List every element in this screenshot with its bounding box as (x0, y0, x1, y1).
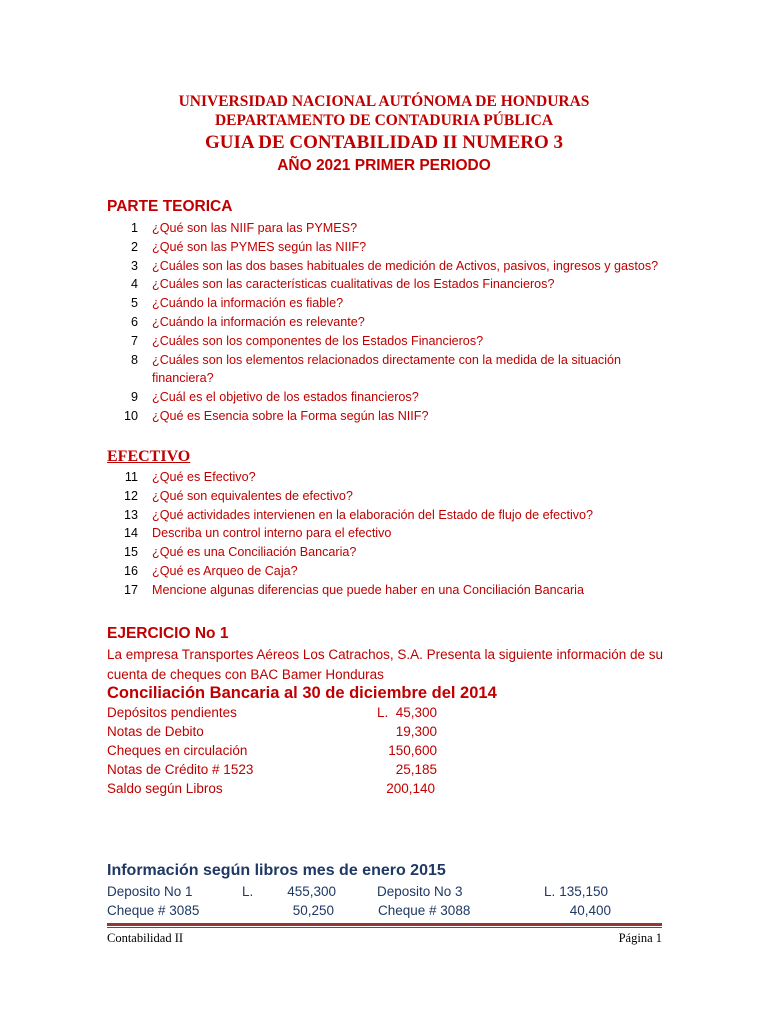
question-number: 12 (123, 488, 138, 503)
list-item (107, 407, 667, 426)
list-item (107, 388, 667, 407)
footer-rule (107, 923, 662, 926)
row-amount: 455,300 (287, 884, 336, 899)
list-item (107, 524, 667, 543)
question-number: 1 (130, 221, 138, 235)
question-text: ¿Cuáles son las dos bases habituales de medición de Activos, pasivos, ingresos y gastos? (152, 258, 659, 273)
conciliacion-row (107, 762, 447, 781)
question-text: ¿Qué son las PYMES según las NIIF? (152, 239, 367, 254)
list-item (107, 468, 667, 487)
conciliacion-row (107, 781, 445, 800)
period-title: AÑO 2021 PRIMER PERIODO (277, 157, 491, 174)
list-item (107, 506, 667, 525)
row-label: Notas de Debito (107, 724, 204, 739)
list-item (107, 257, 667, 276)
list-item (107, 219, 667, 238)
list-item (107, 487, 667, 506)
question-number: 2 (130, 239, 138, 254)
question-number: 9 (130, 390, 138, 405)
question-number: 14 (123, 526, 138, 541)
question-text: ¿Cuáles son los elementos relacionados directamente con la medida de la situación financiera? (152, 352, 622, 386)
list-item (107, 332, 667, 351)
informacion-row (107, 884, 627, 903)
list-item (107, 294, 667, 313)
list-item (107, 313, 667, 332)
conciliacion-title: Conciliación Bancaria al 30 de diciembre del 2014 (107, 684, 497, 702)
row-label: Saldo según Libros (107, 781, 223, 796)
question-text: ¿Qué son equivalentes de efectivo? (152, 488, 353, 503)
question-number: 13 (123, 507, 138, 522)
list-item (107, 581, 667, 600)
question-number: 16 (123, 563, 138, 578)
question-number: 6 (130, 314, 138, 329)
question-number: 3 (130, 258, 138, 273)
question-text: Describa un control interno para el efectivo (152, 526, 392, 541)
list-item (107, 275, 667, 294)
row-label: Cheque # 3088 (378, 903, 471, 918)
row-amount: 150,600 (388, 743, 437, 758)
footer-left: Contabilidad II (107, 931, 184, 945)
question-text: ¿Cuáles son los componentes de los Estados Financieros? (152, 333, 484, 348)
footer-rule-thin (107, 927, 662, 928)
list-item (107, 351, 667, 389)
row-currency: L. (544, 884, 556, 899)
question-text: ¿Qué es Efectivo? (152, 470, 256, 484)
list-item (107, 543, 667, 562)
question-number: 4 (130, 277, 138, 292)
parte-teorica-title: PARTE TEORICA (107, 198, 233, 215)
question-text: ¿Cuáles son las características cualitativas de los Estados Financieros? (152, 277, 555, 292)
informacion-row (107, 903, 627, 922)
row-amount: 50,250 (292, 903, 334, 918)
row-label: Notas de Crédito # 1523 (107, 762, 254, 777)
row-label: Depósitos pendientes (107, 705, 237, 720)
question-number: 7 (130, 333, 138, 348)
row-amount: 40,400 (569, 903, 611, 918)
question-text: Mencione algunas diferencias que puede haber en una Conciliación Bancaria (152, 582, 584, 597)
informacion-title: Información según libros mes de enero 2015 (107, 862, 446, 879)
question-text: ¿Qué es una Conciliación Bancaria? (152, 545, 357, 560)
question-number: 17 (123, 582, 138, 597)
row-amount: 25,185 (395, 762, 437, 777)
question-number: 5 (130, 296, 138, 311)
row-amount: 45,300 (395, 705, 437, 720)
question-number: 8 (130, 352, 138, 367)
row-currency: L. (242, 884, 254, 899)
question-text: ¿Cuándo la información es relevante? (152, 314, 365, 329)
page-number: Página 1 (618, 931, 662, 945)
question-number: 10 (123, 408, 138, 423)
list-item (107, 562, 667, 581)
department-title: DEPARTAMENTO DE CONTADURIA PÚBLICA (214, 112, 554, 129)
row-label: Cheque # 3085 (107, 903, 200, 918)
question-text: ¿Qué son las NIIF para las PYMES? (152, 221, 358, 235)
row-label: Deposito No 3 (377, 884, 463, 899)
guide-title: GUIA DE CONTABILIDAD II NUMERO 3 (204, 132, 564, 153)
efectivo-list (107, 468, 667, 600)
question-text: ¿Cuál es el objetivo de los estados financieros? (152, 390, 419, 405)
conciliacion-row (107, 743, 447, 762)
conciliacion-row (107, 724, 447, 743)
row-label: Deposito No 1 (107, 884, 193, 899)
question-text: ¿Qué es Arqueo de Caja? (152, 563, 298, 578)
question-text: ¿Cuándo la información es fiable? (152, 296, 344, 311)
question-text: ¿Qué es Esencia sobre la Forma según las NIIF? (152, 408, 429, 423)
row-amount: 200,140 (386, 781, 435, 796)
list-item (107, 238, 667, 257)
row-label: Cheques en circulación (107, 743, 248, 758)
question-number: 11 (124, 470, 138, 484)
parte-teorica-list (107, 219, 667, 426)
question-number: 15 (123, 545, 138, 560)
ejercicio-intro: La empresa Transportes Aéreos Los Catrachos, S.A. Presenta la siguiente información de su cuenta de cheques con BAC Bamer Honduras (107, 647, 664, 682)
row-currency: L. (377, 705, 389, 720)
ejercicio-title: EJERCICIO No 1 (107, 625, 229, 642)
question-text: ¿Qué actividades intervienen en la elaboración del Estado de flujo de efectivo? (152, 507, 594, 522)
row-amount: 19,300 (395, 724, 437, 739)
conciliacion-row (107, 705, 447, 724)
efectivo-title: EFECTIVO (107, 448, 191, 465)
university-title: UNIVERSIDAD NACIONAL AUTÓNOMA DE HONDURAS (178, 93, 590, 110)
row-amount: 135,150 (559, 884, 608, 899)
